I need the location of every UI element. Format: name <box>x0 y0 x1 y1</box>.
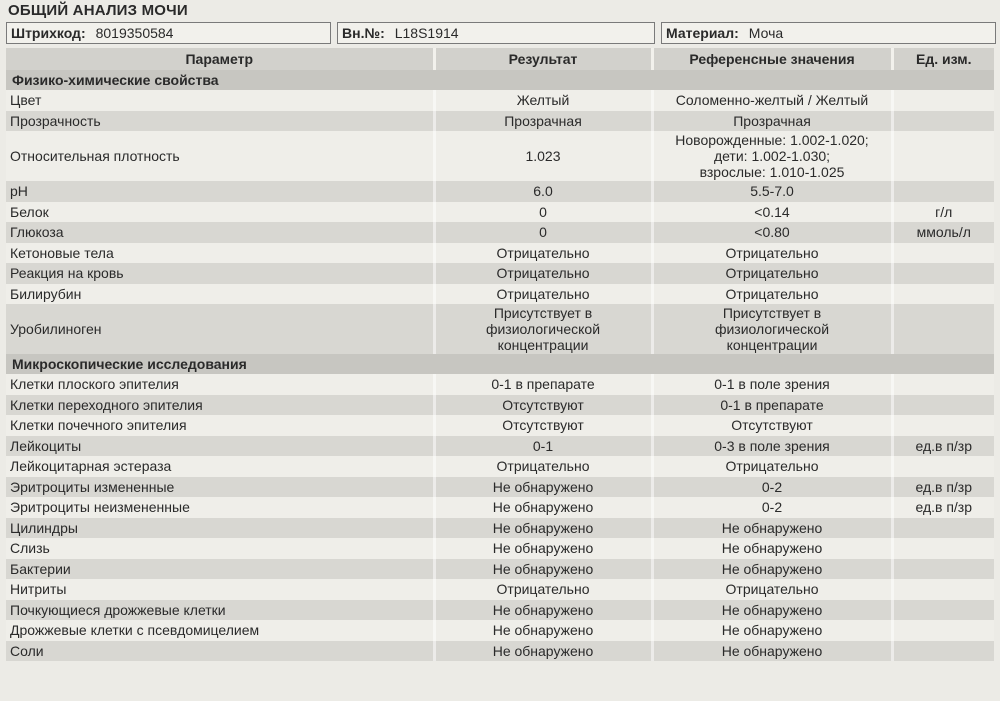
material-label: Материал: <box>666 25 739 41</box>
param-cell: Дрожжевые клетки с псевдомицелием <box>6 620 434 641</box>
unit-cell <box>892 131 994 181</box>
unit-cell <box>892 111 994 132</box>
unit-cell <box>892 579 994 600</box>
param-cell: Эритроциты неизмененные <box>6 497 434 518</box>
table-row <box>6 579 994 600</box>
result-cell: 0 <box>434 222 652 243</box>
param-cell: Нитриты <box>6 579 434 600</box>
param-cell: Цилиндры <box>6 518 434 539</box>
unit-cell <box>892 456 994 477</box>
table-row <box>6 202 994 223</box>
table-row <box>6 641 994 662</box>
unit-cell: ед.в п/зр <box>892 497 994 518</box>
table-row <box>6 374 994 395</box>
reference-cell: Отрицательно <box>652 284 892 305</box>
unit-cell <box>892 538 994 559</box>
param-cell: Клетки переходного эпителия <box>6 395 434 416</box>
param-cell: Кетоновые тела <box>6 243 434 264</box>
param-cell: Прозрачность <box>6 111 434 132</box>
reference-cell: 0-2 <box>652 477 892 498</box>
result-cell: Не обнаружено <box>434 600 652 621</box>
table-row <box>6 131 994 181</box>
unit-cell <box>892 518 994 539</box>
param-cell: pH <box>6 181 434 202</box>
unit-cell <box>892 395 994 416</box>
param-cell: Клетки почечного эпителия <box>6 415 434 436</box>
unit-cell <box>892 304 994 354</box>
table-row <box>6 90 994 111</box>
table-row <box>6 263 994 284</box>
table-row <box>6 620 994 641</box>
header-param: Параметр <box>6 48 434 70</box>
table-row <box>6 538 994 559</box>
unit-cell: ед.в п/зр <box>892 477 994 498</box>
result-cell: Не обнаружено <box>434 538 652 559</box>
result-cell: Не обнаружено <box>434 518 652 539</box>
unit-cell <box>892 559 994 580</box>
unit-cell <box>892 90 994 111</box>
reference-cell: 0-3 в поле зрения <box>652 436 892 457</box>
table-row <box>6 456 994 477</box>
unit-cell <box>892 263 994 284</box>
internal-number-field <box>337 22 655 44</box>
reference-cell: 0-2 <box>652 497 892 518</box>
unit-cell <box>892 620 994 641</box>
result-cell: Присутствует в физиологической концентрации <box>434 304 652 354</box>
table-row <box>6 243 994 264</box>
barcode-label: Штрихкод: <box>11 25 86 41</box>
reference-cell: Не обнаружено <box>652 641 892 662</box>
result-cell: 0-1 в препарате <box>434 374 652 395</box>
result-cell: Не обнаружено <box>434 559 652 580</box>
table-row <box>6 600 994 621</box>
result-cell: 0-1 <box>434 436 652 457</box>
param-cell: Слизь <box>6 538 434 559</box>
unit-cell <box>892 284 994 305</box>
table-row <box>6 284 994 305</box>
reference-cell: Не обнаружено <box>652 600 892 621</box>
unit-cell: г/л <box>892 202 994 223</box>
reference-cell: Соломенно-желтый / Желтый <box>652 90 892 111</box>
id-bar <box>6 22 1000 44</box>
result-cell: Не обнаружено <box>434 497 652 518</box>
report-title: ОБЩИЙ АНАЛИЗ МОЧИ <box>8 2 188 19</box>
reference-cell: Новорожденные: 1.002-1.020; дети: 1.002-1.030; взрослые: 1.010-1.025 <box>652 131 892 181</box>
reference-cell: <0.14 <box>652 202 892 223</box>
result-cell: 0 <box>434 202 652 223</box>
header-unit: Ед. изм. <box>892 48 994 70</box>
result-cell: Не обнаружено <box>434 477 652 498</box>
unit-cell: ед.в п/зр <box>892 436 994 457</box>
result-cell: Не обнаружено <box>434 641 652 662</box>
section-title: Физико-химические свойства <box>6 70 994 90</box>
unit-cell: ммоль/л <box>892 222 994 243</box>
table-row <box>6 111 994 132</box>
reference-cell: 0-1 в препарате <box>652 395 892 416</box>
param-cell: Белок <box>6 202 434 223</box>
result-cell: Отрицательно <box>434 284 652 305</box>
table-row <box>6 181 994 202</box>
reference-cell: Отрицательно <box>652 579 892 600</box>
unit-cell <box>892 415 994 436</box>
reference-cell: Отрицательно <box>652 456 892 477</box>
header-result: Результат <box>434 48 652 70</box>
reference-cell: <0.80 <box>652 222 892 243</box>
table-row <box>6 304 994 354</box>
param-cell: Реакция на кровь <box>6 263 434 284</box>
section-title: Микроскопические исследования <box>6 354 994 374</box>
result-cell: Отрицательно <box>434 243 652 264</box>
material-field <box>661 22 996 44</box>
table-row <box>6 497 994 518</box>
param-cell: Соли <box>6 641 434 662</box>
reference-cell: 5.5-7.0 <box>652 181 892 202</box>
reference-cell: Отрицательно <box>652 263 892 284</box>
reference-cell: Не обнаружено <box>652 559 892 580</box>
result-cell: 6.0 <box>434 181 652 202</box>
table-row <box>6 518 994 539</box>
param-cell: Эритроциты измененные <box>6 477 434 498</box>
param-cell: Бактерии <box>6 559 434 580</box>
reference-cell: Присутствует в физиологической концентрации <box>652 304 892 354</box>
table-row <box>6 477 994 498</box>
reference-cell: Отрицательно <box>652 243 892 264</box>
barcode-value: 8019350584 <box>95 25 174 41</box>
reference-cell: Не обнаружено <box>652 518 892 539</box>
result-cell: Желтый <box>434 90 652 111</box>
param-cell: Уробилиноген <box>6 304 434 354</box>
param-cell: Почкующиеся дрожжевые клетки <box>6 600 434 621</box>
result-cell: Отрицательно <box>434 579 652 600</box>
param-cell: Цвет <box>6 90 434 111</box>
param-cell: Билирубин <box>6 284 434 305</box>
table-header-row <box>6 48 994 70</box>
reference-cell: 0-1 в поле зрения <box>652 374 892 395</box>
reference-cell: Прозрачная <box>652 111 892 132</box>
param-cell: Клетки плоского эпителия <box>6 374 434 395</box>
result-cell: Отсутствуют <box>434 415 652 436</box>
unit-cell <box>892 181 994 202</box>
results-table <box>6 48 994 661</box>
internal-number-label: Вн.№: <box>342 25 385 41</box>
unit-cell <box>892 374 994 395</box>
reference-cell: Отсутствуют <box>652 415 892 436</box>
table-row <box>6 559 994 580</box>
unit-cell <box>892 641 994 662</box>
unit-cell <box>892 243 994 264</box>
reference-cell: Не обнаружено <box>652 538 892 559</box>
internal-number-value: L18S1914 <box>394 25 459 41</box>
unit-cell <box>892 600 994 621</box>
param-cell: Относительная плотность <box>6 131 434 181</box>
result-cell: Не обнаружено <box>434 620 652 641</box>
section-microscopy <box>6 354 994 374</box>
header-ref: Референсные значения <box>652 48 892 70</box>
param-cell: Глюкоза <box>6 222 434 243</box>
result-cell: Отсутствуют <box>434 395 652 416</box>
result-cell: 1.023 <box>434 131 652 181</box>
param-cell: Лейкоциты <box>6 436 434 457</box>
barcode-field <box>6 22 331 44</box>
table-row <box>6 436 994 457</box>
result-cell: Отрицательно <box>434 263 652 284</box>
material-value: Моча <box>748 25 784 41</box>
reference-cell: Не обнаружено <box>652 620 892 641</box>
result-cell: Отрицательно <box>434 456 652 477</box>
table-row <box>6 415 994 436</box>
result-cell: Прозрачная <box>434 111 652 132</box>
table-row <box>6 395 994 416</box>
param-cell: Лейкоцитарная эстераза <box>6 456 434 477</box>
table-row <box>6 222 994 243</box>
section-physchem <box>6 70 994 90</box>
